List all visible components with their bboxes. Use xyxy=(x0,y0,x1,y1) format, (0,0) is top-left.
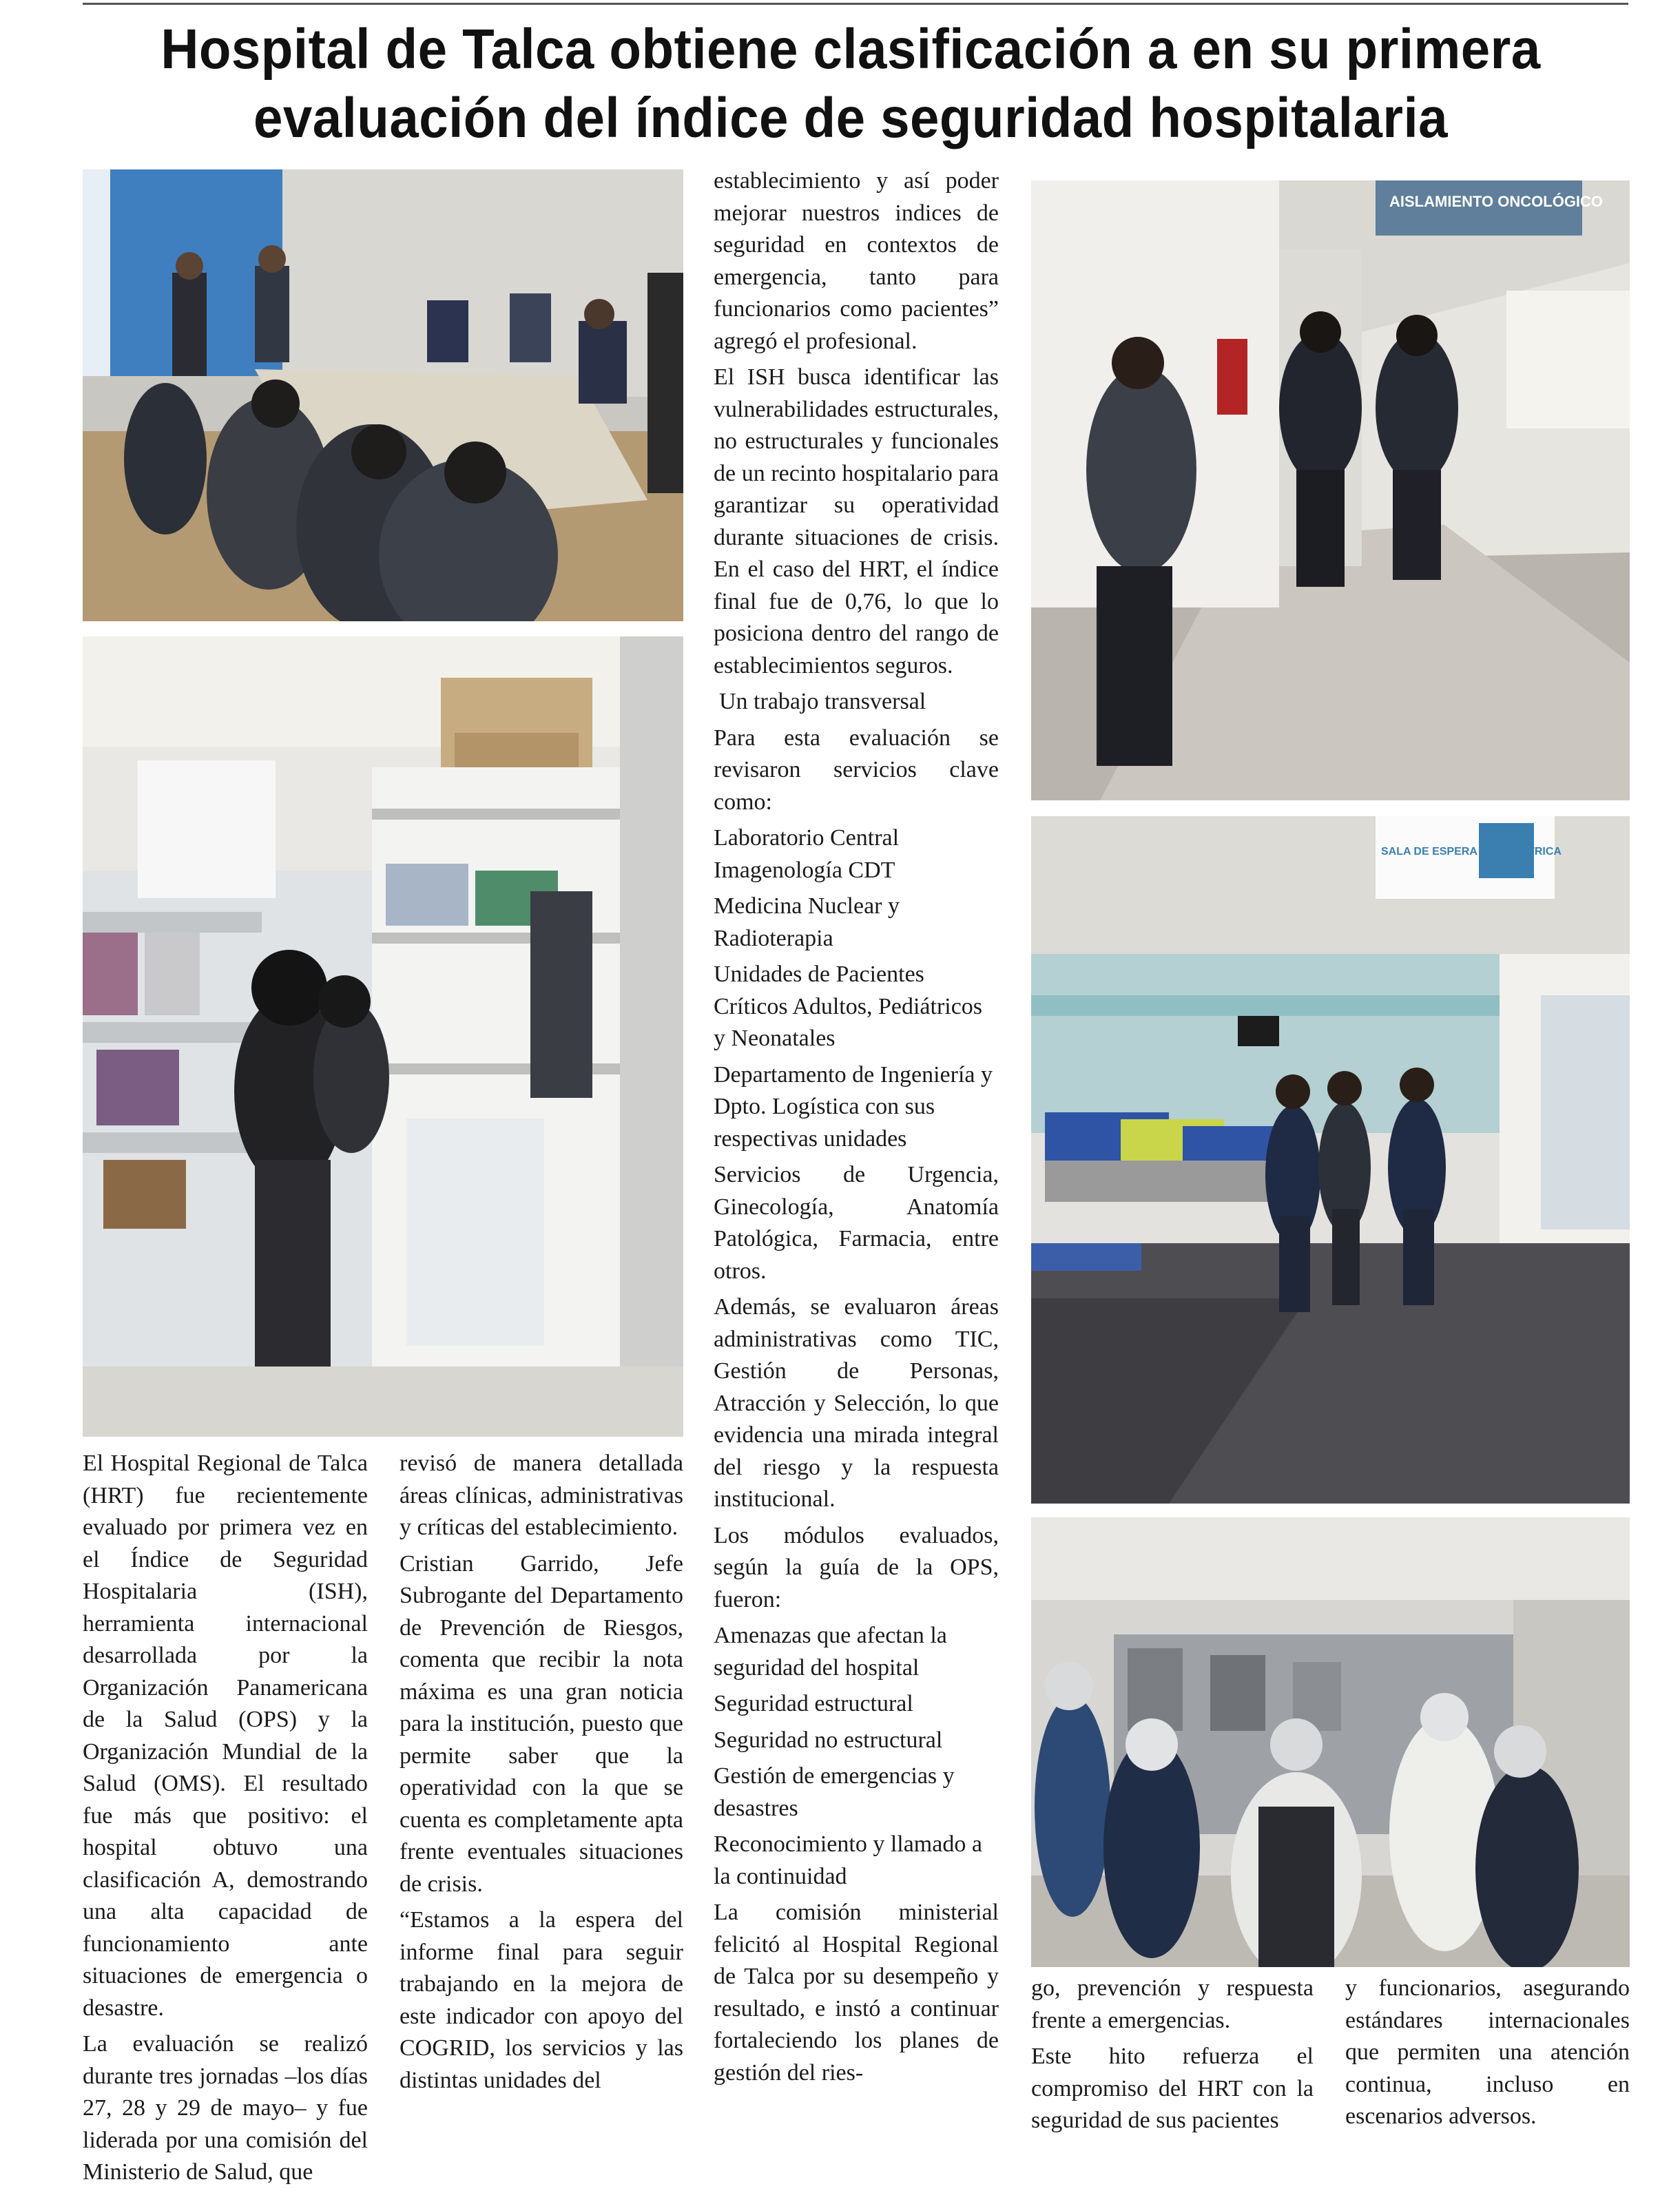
list-item: Unidades de Pacientes Críticos Adultos, Pediátricos y Neonatales xyxy=(714,962,983,1051)
paragraph: El Hospital Regional de Talca (HRT) fue recientemente evaluado por primera vez en el Índice de Seguridad Hospitalaria (ISH), herramienta internacional desarrollada por la Organización Panamericana de la Salud (OPS) y la Organización Mundial de la Salud (OMS). El resultado fue más que positivo: el hospital obtuvo una clasificación A, demostrando una alta capacidad de funcionamiento ante situaciones de emergencia o desastre. xyxy=(83,1451,368,2021)
list-item: Reconocimiento y llamado a la continuidad xyxy=(714,1831,982,1889)
hospital-corridor-photo xyxy=(1031,180,1630,800)
section-subheading: Un trabajo transversal xyxy=(719,689,926,714)
paragraph: Este hito refuerza el compromiso del HRT con la seguridad de sus pacientes xyxy=(1031,2044,1314,2133)
article-column-4 xyxy=(1031,1973,1314,2141)
article-column-2 xyxy=(400,1448,683,2101)
article-column-3 xyxy=(714,165,999,2093)
list-item: Servicios de Urgencia, Ginecología, Anatomía Patológica, Farmacia, entre otros. xyxy=(714,1162,999,1284)
paragraph: y funcionarios, asegurando estándares internacionales que permiten una atención continua, incluso en escenarios adversos. xyxy=(1345,1975,1630,2129)
paragraph: Para esta evaluación se revisaron servicios clave como: xyxy=(714,725,999,815)
list-item: Amenazas que afectan la seguridad del hospital xyxy=(714,1623,947,1681)
meeting-room-photo xyxy=(83,169,683,621)
paragraph: revisó de manera detallada áreas clínicas, administrativas y críticas del establecimiento. xyxy=(400,1451,683,1540)
paragraph: establecimiento y así poder mejorar nuestros indices de seguridad en contextos de emergencia, tanto para funcionarios como pacientes” agregó el profesional. xyxy=(714,168,999,354)
storage-room-photo xyxy=(83,636,683,1437)
top-rule xyxy=(83,3,1628,5)
kitchen-inspection-photo xyxy=(1031,1517,1630,1967)
list-item: Seguridad no estructural xyxy=(714,1727,943,1753)
article-column-5 xyxy=(1345,1973,1630,2137)
paragraph: “Estamos a la espera del informe final para seguir trabajando en la mejora de este indicador con apoyo del COGRID, los servicios y las distintas unidades del xyxy=(400,1907,683,2093)
corridor-sign: AISLAMIENTO ONCOLÓGICO xyxy=(1389,193,1604,210)
article-column-1 xyxy=(83,1448,368,2193)
paragraph: Cristian Garrido, Jefe Subrogante del Departamento de Prevención de Riesgos, comenta que recibir la nota máxima es una gran noticia para la institución, puesto que permite saber que la operatividad con la que se cuenta es completamente apta frente eventuales situaciones de crisis. xyxy=(400,1550,683,1897)
list-item: Seguridad estructural xyxy=(714,1691,913,1716)
headline: Hospital de Talca obtiene clasificación a en su primera evaluación del índice de seguridad hospitalaria xyxy=(160,18,1541,149)
paragraph: Además, se evaluaron áreas administrativas como TIC, Gestión de Personas, Atracción y Selección, lo que evidencia una mirada integral del riesgo y la respuesta institucional. xyxy=(714,1294,999,1512)
paragraph: go, prevención y respuesta frente a emergencias. xyxy=(1031,1975,1314,2033)
paragraph: La evaluación se realizó durante tres jornadas –los días 27, 28 y 29 de mayo– y fue liderada por una comisión del Ministerio de Salud, que xyxy=(83,2031,368,2185)
paragraph: La comisión ministerial felicitó al Hospital Regional de Talca por su desempeño y resultado, e instó a continuar fortaleciendo los planes de gestión del ries- xyxy=(714,1900,999,2086)
paragraph: Los módulos evaluados, según la guía de la OPS, fueron: xyxy=(714,1522,999,1612)
list-item: Departamento de Ingeniería y Dpto. Logística con sus respectivas unidades xyxy=(714,1061,993,1152)
paragraph: El ISH busca identificar las vulnerabilidades estructurales, no estructurales y funcionales de un recinto hospitalario para garantizar su operatividad durante situaciones de crisis. En el caso del HRT, el índice final fue de 0,76, lo que lo posiciona dentro del rango de establecimientos seguros. xyxy=(714,364,999,678)
waiting-room-photo xyxy=(1031,816,1630,1504)
list-item: Gestión de emergencias y desastres xyxy=(714,1763,955,1821)
list-item: Medicina Nuclear y Radioterapia xyxy=(714,893,900,951)
waiting-room-sign: SALA DE ESPERA U. PEDIÁTRICA xyxy=(1381,846,1562,858)
list-item: Laboratorio Central Imagenología CDT xyxy=(714,825,900,883)
